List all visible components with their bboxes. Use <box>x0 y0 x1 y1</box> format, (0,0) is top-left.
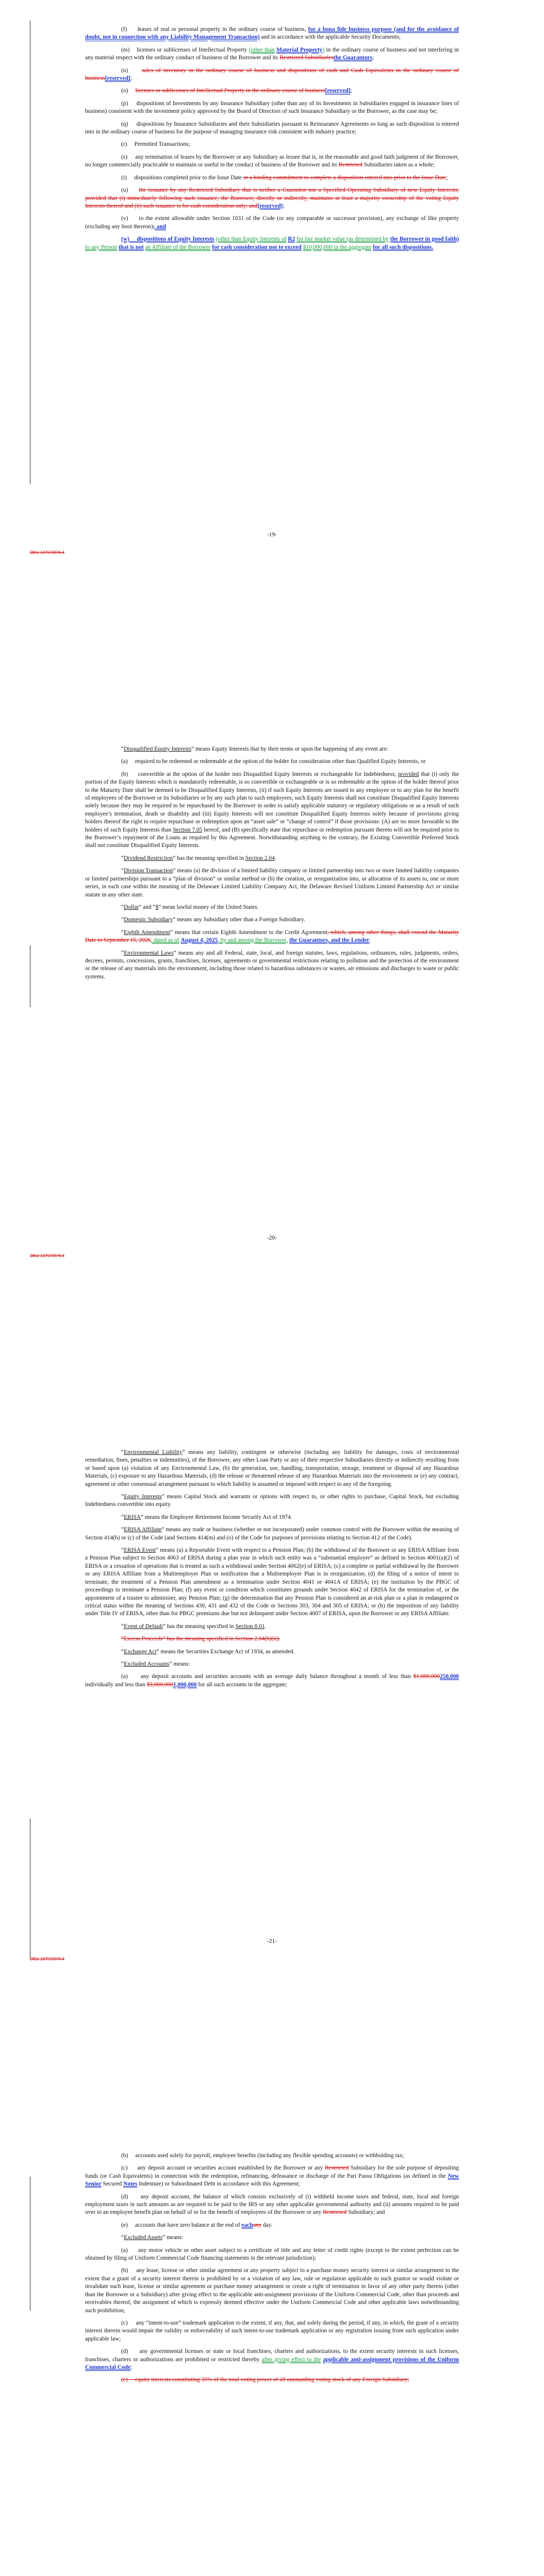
paragraph: (e) equity interests constituting 35% of the total voting power of all outstanding voting stock of any Foreign Subsidiary; <box>121 2377 409 2383</box>
paragraph: “Environmental Liability” means any liability, contingent or otherwise (including any liability for damages, costs of environmental remediation, fines, penalties or indemnities), of the Borrower, any other Loan Party or any of their respective Subsidiaries directly or indirectly resulting from or based upon (a) violation of any Environmental Law, (b) the generation, use, handling, transportation, storage, treatment or disposal of any Hazardous Materials, (c) exposure to any Hazardous Materials, (d) the release or threatened release of any Hazardous Materials into the environment or (e) any contract, agreement or other consensual arrangement pursuant to which liability is assumed or imposed with respect to any of the foregoing. <box>85 1449 459 1487</box>
paragraph: (r) Permitted Transactions; <box>121 141 190 148</box>
paragraph: (d) any deposit account, the balance of which consists exclusively of (i) withheld income taxes and federal, state, local and foreign employment taxes in such amounts as are required to be paid to the IRS or any other applicable governmental authority and (ii) amounts required to be paid over to an employee benefit plan on behalf of or for the benefit of employees of the Borrower or any Restricted Subsidiary; and <box>85 2193 459 2216</box>
page-number: -20- <box>267 1235 277 1241</box>
paragraph: (s) any termination of leases by the Borrower or any Subsidiary as lessee that is, in the reasonable and good faith judgment of the Borrower, no longer commercially practicable to maintain or useful in the conduct of business of the Borrower and its Restricted Subsidiaries taken as a whole; <box>85 154 459 168</box>
document-page <box>0 1406 544 2110</box>
paragraph: (m) licenses or sublicenses of Intellectual Property (other than Material Property) in the ordinary course of business and not interfering in any material respect with the ordinary conduct of business of the Borrower and its Restricted Subsidiariesthe Guarantors; <box>85 46 459 61</box>
document-page <box>0 0 544 703</box>
document-id: DB1/ 137570976.4 <box>30 1253 64 1258</box>
paragraph: “Eighth Amendment” means that certain Eighth Amendment to the Credit Agreement, which, among other things, shall extend the Maturity Date to September 15, 2026, dated as of August 4, 2025, by and among the Borrower, the Guarantors, and the Lender. <box>85 929 459 944</box>
paragraph: (e) accounts that have zero balance at the end of eachany day. <box>121 2222 273 2228</box>
paragraph: (o) licenses or sublicenses of Intellectual Property in the ordinary course of business[reserved]; <box>121 88 352 94</box>
document-page <box>0 2110 544 2576</box>
paragraph: “Excluded Assets” means: <box>121 2234 184 2241</box>
document-page <box>0 703 544 1406</box>
page-number: -19- <box>267 532 277 538</box>
paragraph: (q) dispositions by Insurance Subsidiaries and their Subsidiaries pursuant to Reinsurance Agreements so long as such disposition is entered into in the ordinary course of business for the purpose of managing insurance risk consistent with industry practice; <box>85 121 459 135</box>
paragraph: (a) required to be redeemed or redeemable at the option of the holder for consideration other than Qualified Equity Interests, or <box>121 758 426 765</box>
paragraph: “Equity Interests” means Capital Stock and warrants or options with respect to, or other rights to purchase, Capital Stock, but excluding Indebtedness convertible into equity. <box>85 1494 459 1508</box>
paragraph: (t) dispositions completed prior to the Issue Date or a binding commitment to complete a disposition entered into prior to the Issue Date; <box>121 174 448 181</box>
page-content <box>85 1449 459 1693</box>
paragraph: “Excluded Accounts” means: <box>121 1660 190 1667</box>
paragraph: (p) dispositions of Investments by any Insurance Subsidiary (other than any of its Investments in Subsidiaries engaged in insurance lines of business) consistent with the investment policy approved by the Board of Directors of such Insurance Subsidiary or the Borrower, as the case may be; <box>85 100 459 115</box>
paragraph: (b) accounts used solely for payroll, employee benefits (including any flexible spending accounts) or withholding tax; <box>121 2153 404 2159</box>
document-id: DB1/ 137570976.4 <box>30 1957 64 1961</box>
paragraph: (d) any governmental licenses or state or local franchises, charters and authorizations, to the extent security interests in such licenses, franchises, charters or authorizations are prohibited or restricted thereby after giving effect to the applicable anti-assignment provisions of the Uniform Commercial Code; <box>85 2348 459 2370</box>
paragraph: “Disqualified Equity Interests” means Equity Interests that by their terms or upon the happening of any event are: <box>121 746 388 752</box>
paragraph: (u) the issuance by any Restricted Subsidiary that is neither a Guarantor nor a Specified Operating Subsidiary of new Equity Interests; provided that (i) immediately following such issuance, the Borrower, directly or indirectly, maintains at least a majority ownership of the voting Equity Interests thereof and (ii) such issuance is for cash consideration only; and[reserved]; <box>85 187 459 209</box>
paragraph: (n) sales of inventory in the ordinary course of business and dispositions of cash and Cash Equivalents in the ordinary course of business[reserved]; <box>85 67 459 82</box>
paragraph: “Event of Default” has the meaning specified in Section 8.01. <box>121 1623 267 1630</box>
paragraph: (v) to the extent allowable under Section 1031 of the Code (or any comparable or successor provision), any exchange of like property (excluding any boot thereon); and <box>85 215 459 230</box>
paragraph: (c) any deposit account or securities account established by the Borrower or any Restricted Subsidiary for the sole purpose of depositing funds (or Cash Equivalents) in connection with the redemption, refinancing, defeasance or discharge of the Pari Passu Obligations (as defined in the New Senior Secured Notes Indenture) or Subordinated Debt in accordance with this Agreement; <box>85 2165 459 2188</box>
paragraph: “Division Transaction” means (a) the division of a limited liability company or limited partnership into two or more limited liability companies or limited partnerships pursuant to a “plan of division” or similar method or (b) the creation, or reorganization into, or allocation of its assets to, one or more series, in each case within the meaning of the Delaware Limited Liability Company Act, the Delaware Revised Uniform Limited Partnership Act or similar statute in any other state. <box>85 868 459 898</box>
paragraph: (f) leases of real or personal property in the ordinary course of business, for a bona fide business purpose (and for the avoidance of doubt, not in connection with any Liability Management Transaction) and in accordance with the applicable Security Documents; <box>85 26 459 41</box>
page-content <box>85 745 459 986</box>
paragraph: “Excess Proceeds” has the meaning specified in Section 2.04(b)(ii). <box>121 1636 281 1642</box>
paragraph: “Exchange Act” means the Securities Exchange Act of 1934, as amended. <box>121 1648 295 1655</box>
paragraph: “Dividend Restriction” has the meaning specified in Section 2.04. <box>121 855 276 861</box>
page-content <box>85 2152 459 2389</box>
paragraph: (w) dispositions of Equity Interests (other than Equity Interests of R2 for fair market value (as determined by the Borrower in good faith) to any Person that is not an Affiliate of the Borrower for cash consideration not to exceed $10,000,000 in the aggregate for all such dispositions. <box>85 236 459 250</box>
paragraph: “Dollar” and “$” mean lawful money of the United States. <box>121 904 259 910</box>
paragraph: (b) convertible at the option of the holder into Disqualified Equity Interests or exchangeable for Indebtedness; provided that (i) only the portion of the Equity Interests which is mandatorily redeemable, is so convertible or exchangeable or is so redeemable at the option of the holder thereof prior to the Maturity Date shall be deemed to be Disqualified Equity Interests, (ii) if such Equity Interests are issued to any employee or to any plan for the benefit of employees of the Borrower or its Subsidiaries or by any such plan to such employees, such Equity Interests shall not constitute Disqualified Equity Interests solely because they may be required to be repurchased by the Borrower in order to satisfy applicable statutory or regulatory obligations or as a result of such employee’s termination, death or disability and (iii) Equity Interests will not constitute Disqualified Equity Interests solely because of provisions giving holders thereof the right to require repurchase or redemption upon an “asset sale” or “change of control” if those provisions: (A) are no more favorable to the holders of such Equity Interests than Section 7.05 hereof, and (B) specifically state that repurchase or redemption pursuant thereto will not be required prior to the Borrower’s repayment of the Loans as required by this Agreement. Notwithstanding anything to the contrary, the Existing Convertible Preferred Stock shall not constitute Disqualified Equity Interests. <box>85 771 459 849</box>
document-id: DB1/ 137570976.4 <box>30 550 64 555</box>
paragraph: (c) any “intent-to-use” trademark application to the extent, if any, that, and solely during the period, if any, in which, the grant of a security interest therein would impair the validity or enforceability of such intent-to-use trademark application or any registration issuing from such application under applicable law; <box>85 2319 459 2342</box>
paragraph: “ERISA Event” means (a) a Reportable Event with respect to a Pension Plan; (b) the withdrawal of the Borrower or any ERISA Affiliate from a Pension Plan subject to Section 4063 of ERISA during a plan year in which such entity was a “substantial employer” as defined in Section 4001(a)(2) of ERISA or a cessation of operations that is treated as such a withdrawal under Section 4062(e) of ERISA; (c) a complete or partial withdrawal by the Borrower or any ERISA Affiliate from a Multiemployer Plan or notification that a Multiemployer Plan is in reorganization; (d) the filing of a notice of intent to terminate, the treatment of a Pension Plan amendment as a termination under Section 4041 or 4041A of ERISA; (e) the institution by the PBGC of proceedings to terminate a Pension Plan; (f) any event or condition which constitutes grounds under Section 4042 of ERISA for the termination of, or the appointment of a trustee to administer, any Pension Plan; (g) the determination that any Pension Plan is considered an at-risk plan or a plan in endangered or critical status within the meaning of Sections 430, 431 and 432 of the Code or Sections 303, 304 and 305 of ERISA; or (h) the imposition of any liability under Title IV of ERISA, other than for PBGC premiums due but not delinquent under Section 4007 of ERISA, upon the Borrower or any ERISA Affiliate. <box>85 1547 459 1617</box>
paragraph: (b) any lease, license or other similar agreement or any property subject to a purchase money security interest or similar arrangement to the extent that a grant of a security interest therein is prohibited by or a violation of any law, rule or regulation applicable to such grantor or would violate or invalidate such lease, license or similar agreement or purchase money arrangement or create a right of termination in favor of any other party thereto (other than the Borrower or a Subsidiary) after giving effect to the applicable anti-assignment provisions of the Uniform Commercial Code, other than proceeds and receivables thereof, the assignment of which is expressly deemed effective under the Uniform Commercial Code and other applicable laws notwithstanding such prohibition; <box>85 2267 459 2314</box>
page-content <box>85 26 459 256</box>
paragraph: (a) any motor vehicle or other asset subject to a certificate of title and any letter of credit rights (except to the extent perfection can be obtained by filing of Uniform Commercial Code financing statements in the relevant jurisdiction); <box>85 2247 459 2262</box>
paragraph: “ERISA Affiliate” means any trade or business (whether or not incorporated) under common control with the Borrower within the meaning of Section 414(b) or (c) of the Code (and Sections 414(m) and (o) of the Code for purposes of provisions relating to Section 412 of the Code). <box>85 1527 459 1541</box>
paragraph: “ERISA” means the Employee Retirement Income Security Act of 1974. <box>121 1514 292 1520</box>
paragraph: (a) any deposit accounts and securities accounts with an average daily balance throughout a month of less than $1,000,000250,000 individually and less than $3,000,0001,000,000 for all such accounts in the aggregate; <box>85 1673 459 1688</box>
paragraph: “Environmental Laws” means any and all Federal, state, local, and foreign statutes, laws, regulations, ordinances, rules, judgments, orders, decrees, permits, concessions, grants, franchises, licenses, agreements or governmental restrictions relating to pollution and the protection of the environment or the release of any materials into the environment, including those related to hazardous substances or wastes, air emissions and discharges to waste or public systems. <box>85 950 459 980</box>
page-number: -21- <box>267 1938 277 1944</box>
paragraph: “Domestic Subsidiary” means any Subsidiary other than a Foreign Subsidiary. <box>121 917 305 923</box>
